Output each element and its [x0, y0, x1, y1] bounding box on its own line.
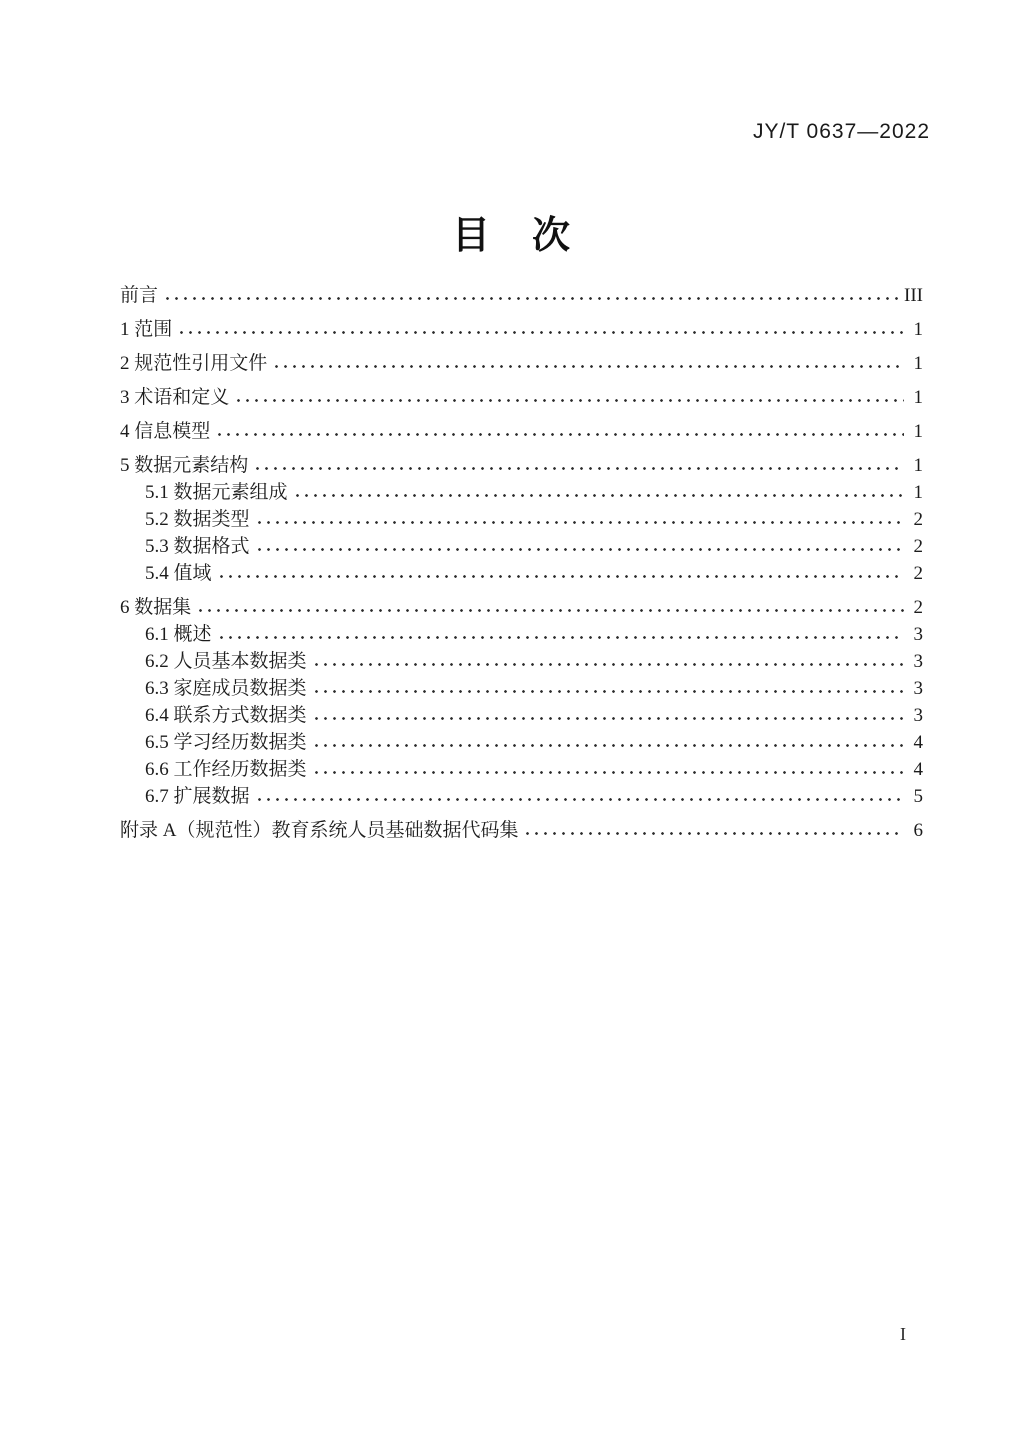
toc-entry[interactable] [120, 817, 923, 844]
leader-dots [257, 797, 904, 802]
toc-entry-page: 5 [913, 786, 923, 807]
document-code: JY/T 0637—2022 [752, 120, 930, 143]
toc-entry-page: 1 [913, 421, 923, 442]
toc-entry-label: 6.4 联系方式数据类 [145, 705, 307, 726]
toc-entry-page: 1 [913, 353, 923, 374]
toc-entry-page: 4 [913, 732, 923, 753]
toc-entry[interactable] [120, 621, 923, 648]
toc-entry-label: 6.3 家庭成员数据类 [145, 678, 307, 699]
leader-dots [236, 398, 904, 403]
leader-dots [255, 466, 904, 471]
toc-entry-page: 1 [913, 387, 923, 408]
toc-entry[interactable] [120, 479, 923, 506]
leader-dots [314, 743, 904, 748]
leader-dots [217, 432, 904, 437]
toc-entry[interactable] [120, 783, 923, 810]
leader-dots [219, 574, 904, 579]
toc-entry-label: 6.7 扩展数据 [145, 786, 250, 807]
leader-dots [525, 831, 904, 836]
toc-entry[interactable] [120, 350, 923, 377]
toc-entry[interactable] [120, 675, 923, 702]
toc-entry-label: 5.4 值域 [145, 563, 212, 584]
toc-entry[interactable] [120, 418, 923, 445]
toc-entry-label: 3 术语和定义 [120, 387, 230, 408]
toc-entry[interactable] [120, 729, 923, 756]
toc-entry[interactable] [120, 452, 923, 479]
toc-entry-page: 4 [913, 759, 923, 780]
toc-entry-label: 6.6 工作经历数据类 [145, 759, 307, 780]
toc-entry[interactable] [120, 506, 923, 533]
toc-entry-page: 3 [913, 705, 923, 726]
leader-dots [314, 662, 904, 667]
folio-page-number: I [900, 1324, 906, 1344]
leader-dots [274, 364, 904, 369]
toc-entry-page: 3 [913, 678, 923, 699]
leader-dots [165, 296, 899, 301]
toc-entry[interactable] [120, 533, 923, 560]
toc-entry-page: 1 [913, 482, 923, 503]
toc-entry-page: 2 [913, 563, 923, 584]
toc-entry-page: 6 [913, 820, 923, 841]
toc-entry[interactable] [120, 384, 923, 411]
toc-entry[interactable] [120, 560, 923, 587]
leader-dots [219, 635, 904, 640]
toc-entry-label: 5.3 数据格式 [145, 536, 250, 557]
toc-entry-label: 4 信息模型 [120, 421, 211, 442]
leader-dots [314, 689, 904, 694]
toc-entry-label: 2 规范性引用文件 [120, 353, 268, 374]
toc-entry[interactable] [120, 756, 923, 783]
toc-entry-label: 5.2 数据类型 [145, 509, 250, 530]
toc-entry-page: 1 [913, 319, 923, 340]
leader-dots [257, 547, 904, 552]
toc-entry-page: 1 [913, 455, 923, 476]
leader-dots [295, 493, 904, 498]
page-title: 目 次 [451, 215, 572, 257]
toc-entry-page: 2 [913, 509, 923, 530]
toc-entry-label: 1 范围 [120, 319, 173, 340]
toc-entry-page: 3 [913, 624, 923, 645]
toc-entry[interactable] [120, 648, 923, 675]
toc-entry[interactable] [120, 282, 923, 309]
table-of-contents [120, 282, 923, 844]
leader-dots [314, 716, 904, 721]
toc-entry-page: III [904, 285, 923, 306]
leader-dots [257, 520, 904, 525]
toc-entry-label: 5 数据元素结构 [120, 455, 249, 476]
toc-entry-label: 附录 A（规范性）教育系统人员基础数据代码集 [120, 820, 519, 841]
leader-dots [179, 330, 904, 335]
toc-entry-label: 6.5 学习经历数据类 [145, 732, 307, 753]
toc-entry-label: 前言 [120, 285, 159, 306]
toc-entry-label: 5.1 数据元素组成 [145, 482, 288, 503]
toc-entry-page: 3 [913, 651, 923, 672]
leader-dots [198, 608, 904, 613]
toc-entry-page: 2 [913, 597, 923, 618]
toc-entry-page: 2 [913, 536, 923, 557]
toc-entry-label: 6.2 人员基本数据类 [145, 651, 307, 672]
toc-entry[interactable] [120, 594, 923, 621]
toc-entry-label: 6.1 概述 [145, 624, 212, 645]
toc-entry[interactable] [120, 702, 923, 729]
toc-entry[interactable] [120, 316, 923, 343]
leader-dots [314, 770, 904, 775]
toc-entry-label: 6 数据集 [120, 597, 192, 618]
